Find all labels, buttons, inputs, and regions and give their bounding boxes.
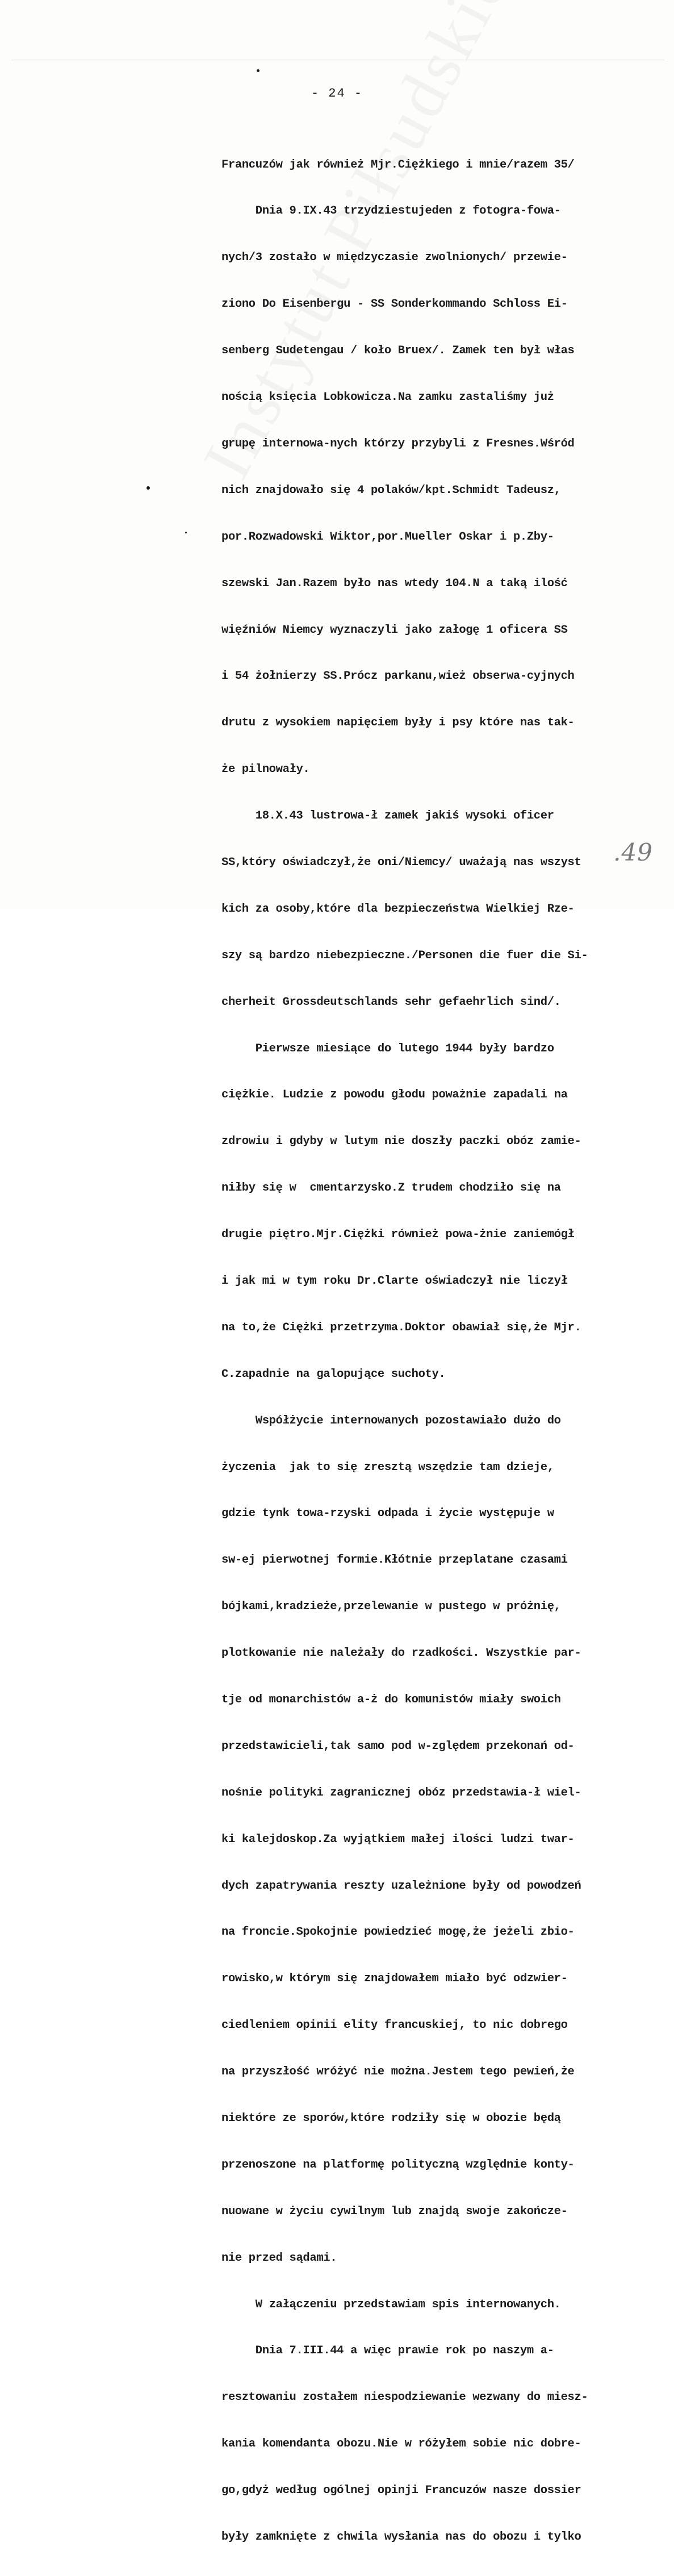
- text-line: zdrowiu i gdyby w lutym nie doszły paczki obóz zamie-: [221, 1135, 581, 1149]
- text-line: Dnia 9.IX.43 trzydziestujeden z fotogra-fowa-: [221, 204, 561, 218]
- text-line: i 54 żołnierzy SS.Prócz parkanu,wież obserwa-cyjnych: [221, 670, 575, 683]
- text-line: gdzie tynk towa-rzyski odpada i życie występuje w: [221, 1507, 554, 1521]
- text-line: Pierwsze miesiące do lutego 1944 były bardzo: [221, 1042, 554, 1055]
- text-line: bójkami,kradzieże,przelewanie w pustego w próżnię,: [221, 1600, 561, 1614]
- text-line: życzenia jak to się zresztą wszędzie tam dzieje,: [221, 1460, 554, 1474]
- text-line: i jak mi w tym roku Dr.Clarte oświadczył nie liczył: [221, 1274, 568, 1288]
- text-line: ki kalejdoskop.Za wyjątkiem małej ilości ludzi twar-: [221, 1832, 575, 1846]
- text-line: 18.X.43 lustrowa-ł zamek jakiś wysoki oficer: [221, 809, 554, 823]
- text-line: nośnie polityki zagranicznej obóz przedstawia-ł wiel-: [221, 1786, 581, 1800]
- text-line: grupę internowa-nych którzy przybyli z Fresnes.Wśród: [221, 437, 575, 450]
- text-line: Współżycie internowanych pozostawiało dużo do: [221, 1414, 561, 1427]
- text-line: rowisko,w którym się znajdowałem miało być odzwier-: [221, 1972, 568, 1986]
- text-line: kich za osoby,które dla bezpieczeństwa Wielkiej Rze-: [221, 902, 575, 916]
- text-line: Dnia 7.III.44 a więc prawie rok po naszym a-: [221, 2344, 554, 2358]
- text-line: ciężkie. Ludzie z powodu głodu poważnie zapadali na: [221, 1088, 568, 1102]
- text-line: niektóre ze sporów,które rodziły się w obozie będą: [221, 2112, 561, 2125]
- page-number: [0, 86, 674, 101]
- typed-body-text: [221, 126, 659, 2576]
- text-line: przedstawicieli,tak samo pod w-zględem przekonań od-: [221, 1739, 575, 1753]
- text-line: plotkowanie nie należały do rzadkości. Wszystkie par-: [221, 1647, 581, 1660]
- text-line: Francuzów jak również Mjr.Ciężkiego i mnie/razem 35/: [221, 158, 575, 172]
- punch-mark: [185, 532, 187, 533]
- text-line: że pilnowały.: [221, 763, 310, 776]
- text-line: SS,który oświadczył,że oni/Niemcy/ uważają nas wszyst: [221, 855, 581, 869]
- text-line: były zamknięte z chwila wysłania nas do obozu i tylko: [221, 2531, 581, 2544]
- text-line: na froncie.Spokojnie powiedzieć mogę,że jeżeli zbio-: [221, 1926, 575, 1939]
- text-line: tje od monarchistów a-ż do komunistów miały swoich: [221, 1693, 561, 1706]
- text-line: niłby się w cmentarzysko.Z trudem chodziło się na: [221, 1181, 561, 1195]
- handwritten-folio-number: .49: [613, 838, 653, 866]
- text-line: dych zapatrywania reszty uzależnione były od powodzeń: [221, 1879, 581, 1893]
- text-line: drugie piętro.Mjr.Ciężki również powa-żnie zaniemógł: [221, 1228, 575, 1242]
- text-line: szewski Jan.Razem było nas wtedy 104.N a taką ilość: [221, 577, 568, 590]
- text-line: senberg Sudetengau / koło Bruex/. Zamek ten był włas: [221, 344, 575, 358]
- text-line: sw-ej pierwotnej formie.Kłótnie przeplatane czasami: [221, 1554, 568, 1567]
- text-line: nich znajdowało się 4 polaków/kpt.Schmidt Tadeusz,: [221, 483, 561, 497]
- text-line: nuowane w życiu cywilnym lub znajdą swoje zakończe-: [221, 2205, 568, 2218]
- text-line: go,gdyż według ogólnej opinji Francuzów nasze dossier: [221, 2484, 581, 2498]
- text-line: ziono Do Eisenbergu - SS Sonderkommando Schloss Ei-: [221, 298, 568, 311]
- page-number-text: - 24 -: [311, 86, 363, 101]
- text-line: więźniów Niemcy wyznaczyli jako załogę 1 oficera SS: [221, 623, 568, 637]
- text-line: nie przed sądami.: [221, 2251, 337, 2265]
- punch-mark: [146, 486, 150, 490]
- text-line: ciedleniem opinii elity francuskiej, to nic dobrego: [221, 2019, 568, 2032]
- text-line: resztowaniu zostałem niespodziewanie wezwany do miesz-: [221, 2391, 588, 2404]
- text-line: przenoszone na platformę polityczną względnie konty-: [221, 2158, 575, 2172]
- text-line: C.zapadnie na galopujące suchoty.: [221, 1367, 446, 1381]
- text-line: por.Rozwadowski Wiktor,por.Mueller Oskar i p.Zby-: [221, 530, 554, 544]
- text-line: nych/3 zostało w międzyczasie zwolnionych/ przewie-: [221, 251, 568, 265]
- text-line: nością księcia Lobkowicza.Na zamku zastaliśmy już: [221, 391, 554, 404]
- text-line: szy są bardzo niebezpieczne./Personen die fuer die Si-: [221, 949, 588, 962]
- punch-mark: [257, 69, 259, 72]
- text-line: drutu z wysokiem napięciem były i psy które nas tak-: [221, 716, 575, 730]
- text-line: W załączeniu przedstawiam spis internowanych.: [221, 2298, 561, 2311]
- text-line: kania komendanta obozu.Nie w różyłem sobie nic dobre-: [221, 2437, 581, 2451]
- text-line: na to,że Ciężki przetrzyma.Doktor obawiał się,że Mjr.: [221, 1321, 581, 1334]
- text-line: cherheit Grossdeutschlands sehr gefaehrlich sind/.: [221, 995, 561, 1009]
- text-line: na przyszłość wróżyć nie można.Jestem tego pewień,że: [221, 2065, 575, 2079]
